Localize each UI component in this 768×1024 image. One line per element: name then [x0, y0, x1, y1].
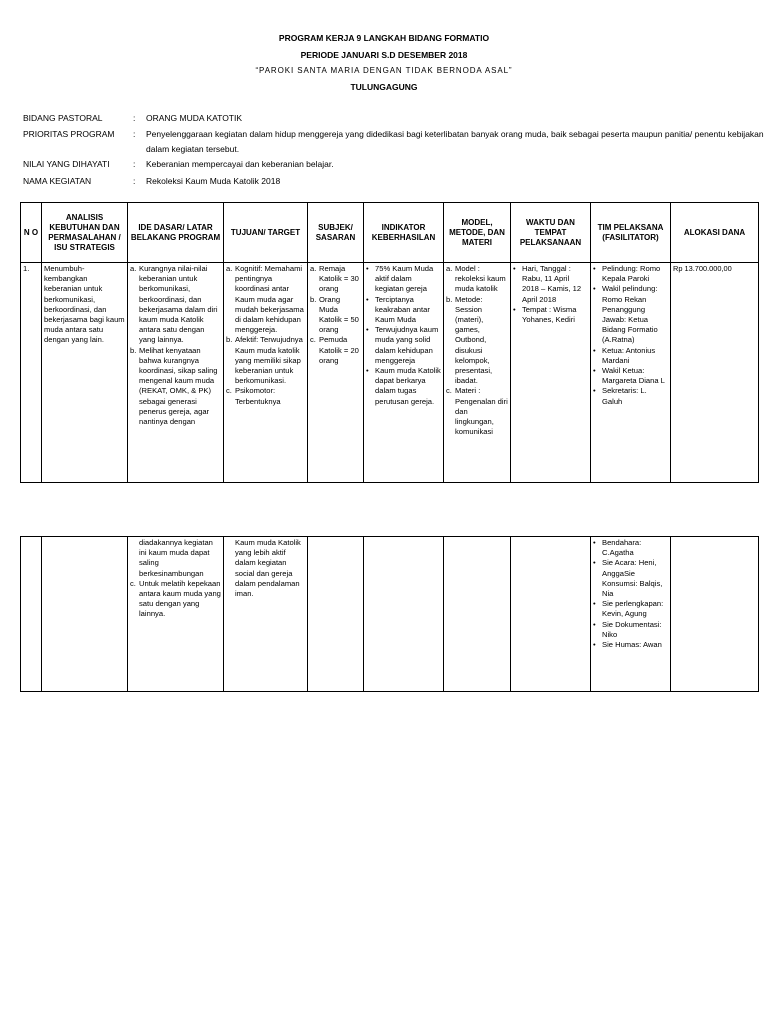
meta-sep: : — [133, 113, 136, 123]
col-header-tim: TIM PELAKSANA (FASILITATOR) — [591, 203, 671, 263]
list-item — [593, 599, 668, 619]
cell-tim — [591, 263, 671, 483]
col-header-alokasi: ALOKASI DANA — [671, 203, 759, 263]
cell-analisis: Menumbuh-kembangkan keberanian untuk berkomunikasi, berkoordinasi, dan bekerjasama bagi kaum muda antara satu dengan yang lain. — [42, 263, 128, 483]
list-text: Kognitif: Memahami pentingnya koordinasi antar Kaum muda agar mudah bekerjasama di dalam kehidupan menggereja. — [235, 264, 304, 335]
list-marker: • — [593, 640, 596, 650]
cell-tujuan-text: Kaum muda Katolik yang lebih aktif dalam kegiatan social dan gereja dalam pendalaman iman. — [235, 538, 301, 599]
list-item — [226, 386, 305, 406]
list-text: Hari, Tanggal : Rabu, 11 April 2018 – Kamis, 12 April 2018 — [522, 264, 582, 304]
meta-key: NILAI YANG DIHAYATI — [23, 159, 110, 169]
list-item — [513, 305, 588, 325]
cell-no: 1. — [21, 263, 42, 483]
list-text: Wakil Ketua: Margareta Diana L — [602, 366, 665, 386]
meta-key: BIDANG PASTORAL — [23, 113, 103, 123]
list-marker: • — [366, 294, 369, 304]
list-marker: a. — [310, 264, 317, 273]
list-item — [366, 325, 441, 366]
meta-value: ORANG MUDA KATOTIK — [146, 113, 243, 123]
meta-sep: : — [133, 159, 136, 169]
list-text: Metode: Session (materi), games, Outbond, disukusi kelompok, presentasi, ibadat. — [455, 294, 493, 386]
list-marker: a. — [226, 264, 233, 273]
list-text: Kurangnya nilai-nilai keberanian untuk berkomunikasi, berkoordinasi, dan bekerjasama dalam diri kaum muda Katolik antara satu dengan yang lainnya. — [139, 264, 218, 345]
cell-subjek — [308, 537, 364, 692]
list-text: Afektif: Terwujudnya Kaum muda katolik yang memiliki sikap keberanian untuk berkomunikasi. — [235, 335, 303, 386]
list-marker: • — [366, 264, 369, 273]
list-text: Bendahara: C.Agatha — [602, 538, 642, 558]
list-marker: c. — [446, 386, 452, 396]
list-text: Tempat : Wisma Yohanes, Kediri — [522, 304, 577, 325]
list-item — [446, 264, 508, 295]
title-line-1: PROGRAM KERJA 9 LANGKAH BIDANG FORMATIO — [278, 33, 490, 43]
meta-sep: : — [133, 176, 136, 186]
meta-value: Penyelenggaraan kegiatan dalam hidup menggereja yang didedikasi bagi keterlibatan banyak orang muda, baik sebagai peserta maupun panitia/ penentu kebijakan dalam kegiatan tersebut. — [146, 129, 764, 154]
col-header-ide: IDE DASAR/ LATAR BELAKANG PROGRAM — [128, 203, 224, 263]
cell-tujuan — [224, 537, 308, 692]
title-line-4: TULUNGAGUNG — [350, 82, 418, 92]
list-item — [366, 366, 441, 407]
list-marker: a. — [446, 264, 453, 273]
list-marker: • — [593, 284, 596, 294]
list-text: Penanggung Jawab: Ketua Bidang Formatio (A.Ratna) — [602, 304, 658, 345]
list-text: 75% Kaum Muda aktif dalam kegiatan gereja — [375, 264, 434, 294]
list-text: Sie Dokumentasi: Niko — [602, 619, 662, 639]
list-marker: c. — [310, 335, 316, 345]
list-text: Orang Muda Katolik = 50 orang — [319, 294, 359, 335]
list-item — [226, 335, 305, 386]
col-header-indikator: INDIKATOR KEBERHASILAN — [364, 203, 444, 263]
program-table — [20, 202, 759, 483]
cell-ide-continued-text: diadakannya kegiatan ini kaum muda dapat saling berkesinambungan — [139, 538, 213, 578]
list-marker: • — [366, 366, 369, 376]
cell-waktu — [511, 263, 591, 483]
cell-subjek — [308, 263, 364, 483]
list-item — [366, 295, 441, 326]
list-item — [593, 386, 668, 406]
cell-ide — [128, 537, 224, 692]
list-text: Sie perlengkapan: Kevin, Agung — [602, 599, 664, 619]
col-header-tujuan: TUJUAN/ TARGET — [224, 203, 308, 263]
cell-tujuan — [224, 263, 308, 483]
cell-ide — [128, 263, 224, 483]
list-marker: • — [593, 386, 596, 396]
list-item — [513, 264, 588, 305]
list-marker: a. — [130, 264, 137, 273]
list-marker: • — [593, 619, 596, 629]
list-item — [593, 264, 668, 284]
list-marker: • — [366, 325, 369, 335]
list-text: Pelindung: Romo Kepala Paroki — [602, 264, 661, 284]
list-item — [130, 264, 221, 346]
cell-model — [444, 537, 511, 692]
list-text: Kaum muda Katolik dapat berkarya dalam tugas perutusan gereja. — [375, 366, 441, 406]
program-table-continued — [20, 536, 759, 692]
title-line-2: PERIODE JANUARI S.D DESEMBER 2018 — [300, 50, 468, 60]
list-marker: • — [513, 264, 516, 273]
cell-indikator — [364, 537, 444, 692]
list-item — [366, 264, 441, 295]
list-text: Sie Acara: Heni, AnggaSie Konsumsi: Balqis, Nia — [602, 558, 663, 599]
list-item — [593, 346, 668, 366]
list-item — [310, 264, 361, 295]
cell-waktu — [511, 537, 591, 692]
list-text: Wakil pelindung: Romo Rekan — [602, 284, 658, 304]
list-item — [310, 335, 361, 366]
cell-no — [21, 537, 42, 692]
table-row — [21, 537, 759, 692]
cell-alokasi: Rp 13.700.000,00 — [671, 263, 759, 483]
list-text: Model : rekoleksi kaum muda katolik — [455, 264, 506, 294]
list-item — [310, 295, 361, 336]
meta-sep: : — [133, 129, 136, 139]
list-marker: c. — [226, 386, 232, 396]
cell-analisis — [42, 537, 128, 692]
list-marker: • — [593, 345, 596, 355]
cell-model — [444, 263, 511, 483]
list-item — [226, 264, 305, 335]
list-text: Ketua: Antonius Mardani — [602, 345, 656, 365]
list-marker: • — [593, 538, 596, 547]
col-header-no: N O — [21, 203, 42, 263]
list-marker: b. — [446, 294, 453, 304]
list-item — [593, 305, 668, 346]
list-marker: b. — [226, 335, 233, 345]
list-text: Untuk melatih kepekaan antara kaum muda yang satu dengan yang lainnya. — [139, 578, 221, 619]
list-text: Psikomotor: Terbentuknya — [235, 386, 281, 406]
list-text: Sekretaris: L. Galuh — [602, 386, 647, 406]
list-item — [593, 640, 668, 650]
list-item — [593, 366, 668, 386]
list-marker: • — [593, 366, 596, 376]
list-text: Melihat kenyataan bahwa kurangnya koordinasi, sikap saling mengenal kaum muda (REKAT, OMK, & PK) sebagai generasi penerus gereja, agar nantinya dengan — [139, 345, 218, 427]
list-marker: b. — [310, 294, 317, 304]
list-item — [593, 538, 668, 558]
list-item — [446, 295, 508, 387]
list-marker: • — [593, 558, 596, 568]
list-marker: • — [513, 304, 516, 314]
col-header-analisis: ANALISIS KEBUTUHAN DAN PERMASALAHAN / ISU STRATEGIS — [42, 203, 128, 263]
list-text: Sie Humas: Awan — [602, 640, 662, 650]
list-text: Remaja Katolik = 30 orang — [319, 264, 359, 294]
list-text: Terwujudnya kaum muda yang solid dalam kehidupan menggereja — [375, 325, 439, 365]
list-marker: c. — [130, 578, 136, 588]
list-marker: b. — [130, 345, 137, 355]
cell-alokasi — [671, 537, 759, 692]
title-line-3: “PAROKI SANTA MARIA DENGAN TIDAK BERNODA ASAL” — [255, 66, 513, 75]
meta-key: PRIORITAS PROGRAM — [23, 129, 115, 139]
list-item — [130, 579, 221, 620]
col-header-model: MODEL, METODE, DAN MATERI — [444, 203, 511, 263]
cell-tim — [591, 537, 671, 692]
meta-value: Keberanian mempercayai dan keberanian belajar. — [146, 159, 334, 169]
cell-indikator — [364, 263, 444, 483]
col-header-waktu: WAKTU DAN TEMPAT PELAKSANAAN — [511, 203, 591, 263]
meta-key: NAMA KEGIATAN — [23, 176, 92, 186]
list-item — [593, 558, 668, 599]
list-item — [446, 386, 508, 437]
list-text: Materi : Pengenalan diri dan lingkungan, komunikasi — [455, 386, 508, 437]
list-item — [593, 620, 668, 640]
list-item — [593, 284, 668, 304]
list-item — [130, 346, 221, 428]
list-text: Pemuda Katolik = 20 orang — [319, 335, 359, 365]
list-marker: • — [593, 599, 596, 609]
list-marker: • — [593, 264, 596, 273]
list-text: Terciptanya keakraban antar Kaum Muda — [375, 294, 430, 325]
col-header-subjek: SUBJEK/ SASARAN — [308, 203, 364, 263]
meta-value: Rekoleksi Kaum Muda Katolik 2018 — [146, 176, 281, 186]
table-row — [21, 263, 759, 483]
table-header-row — [21, 203, 759, 263]
